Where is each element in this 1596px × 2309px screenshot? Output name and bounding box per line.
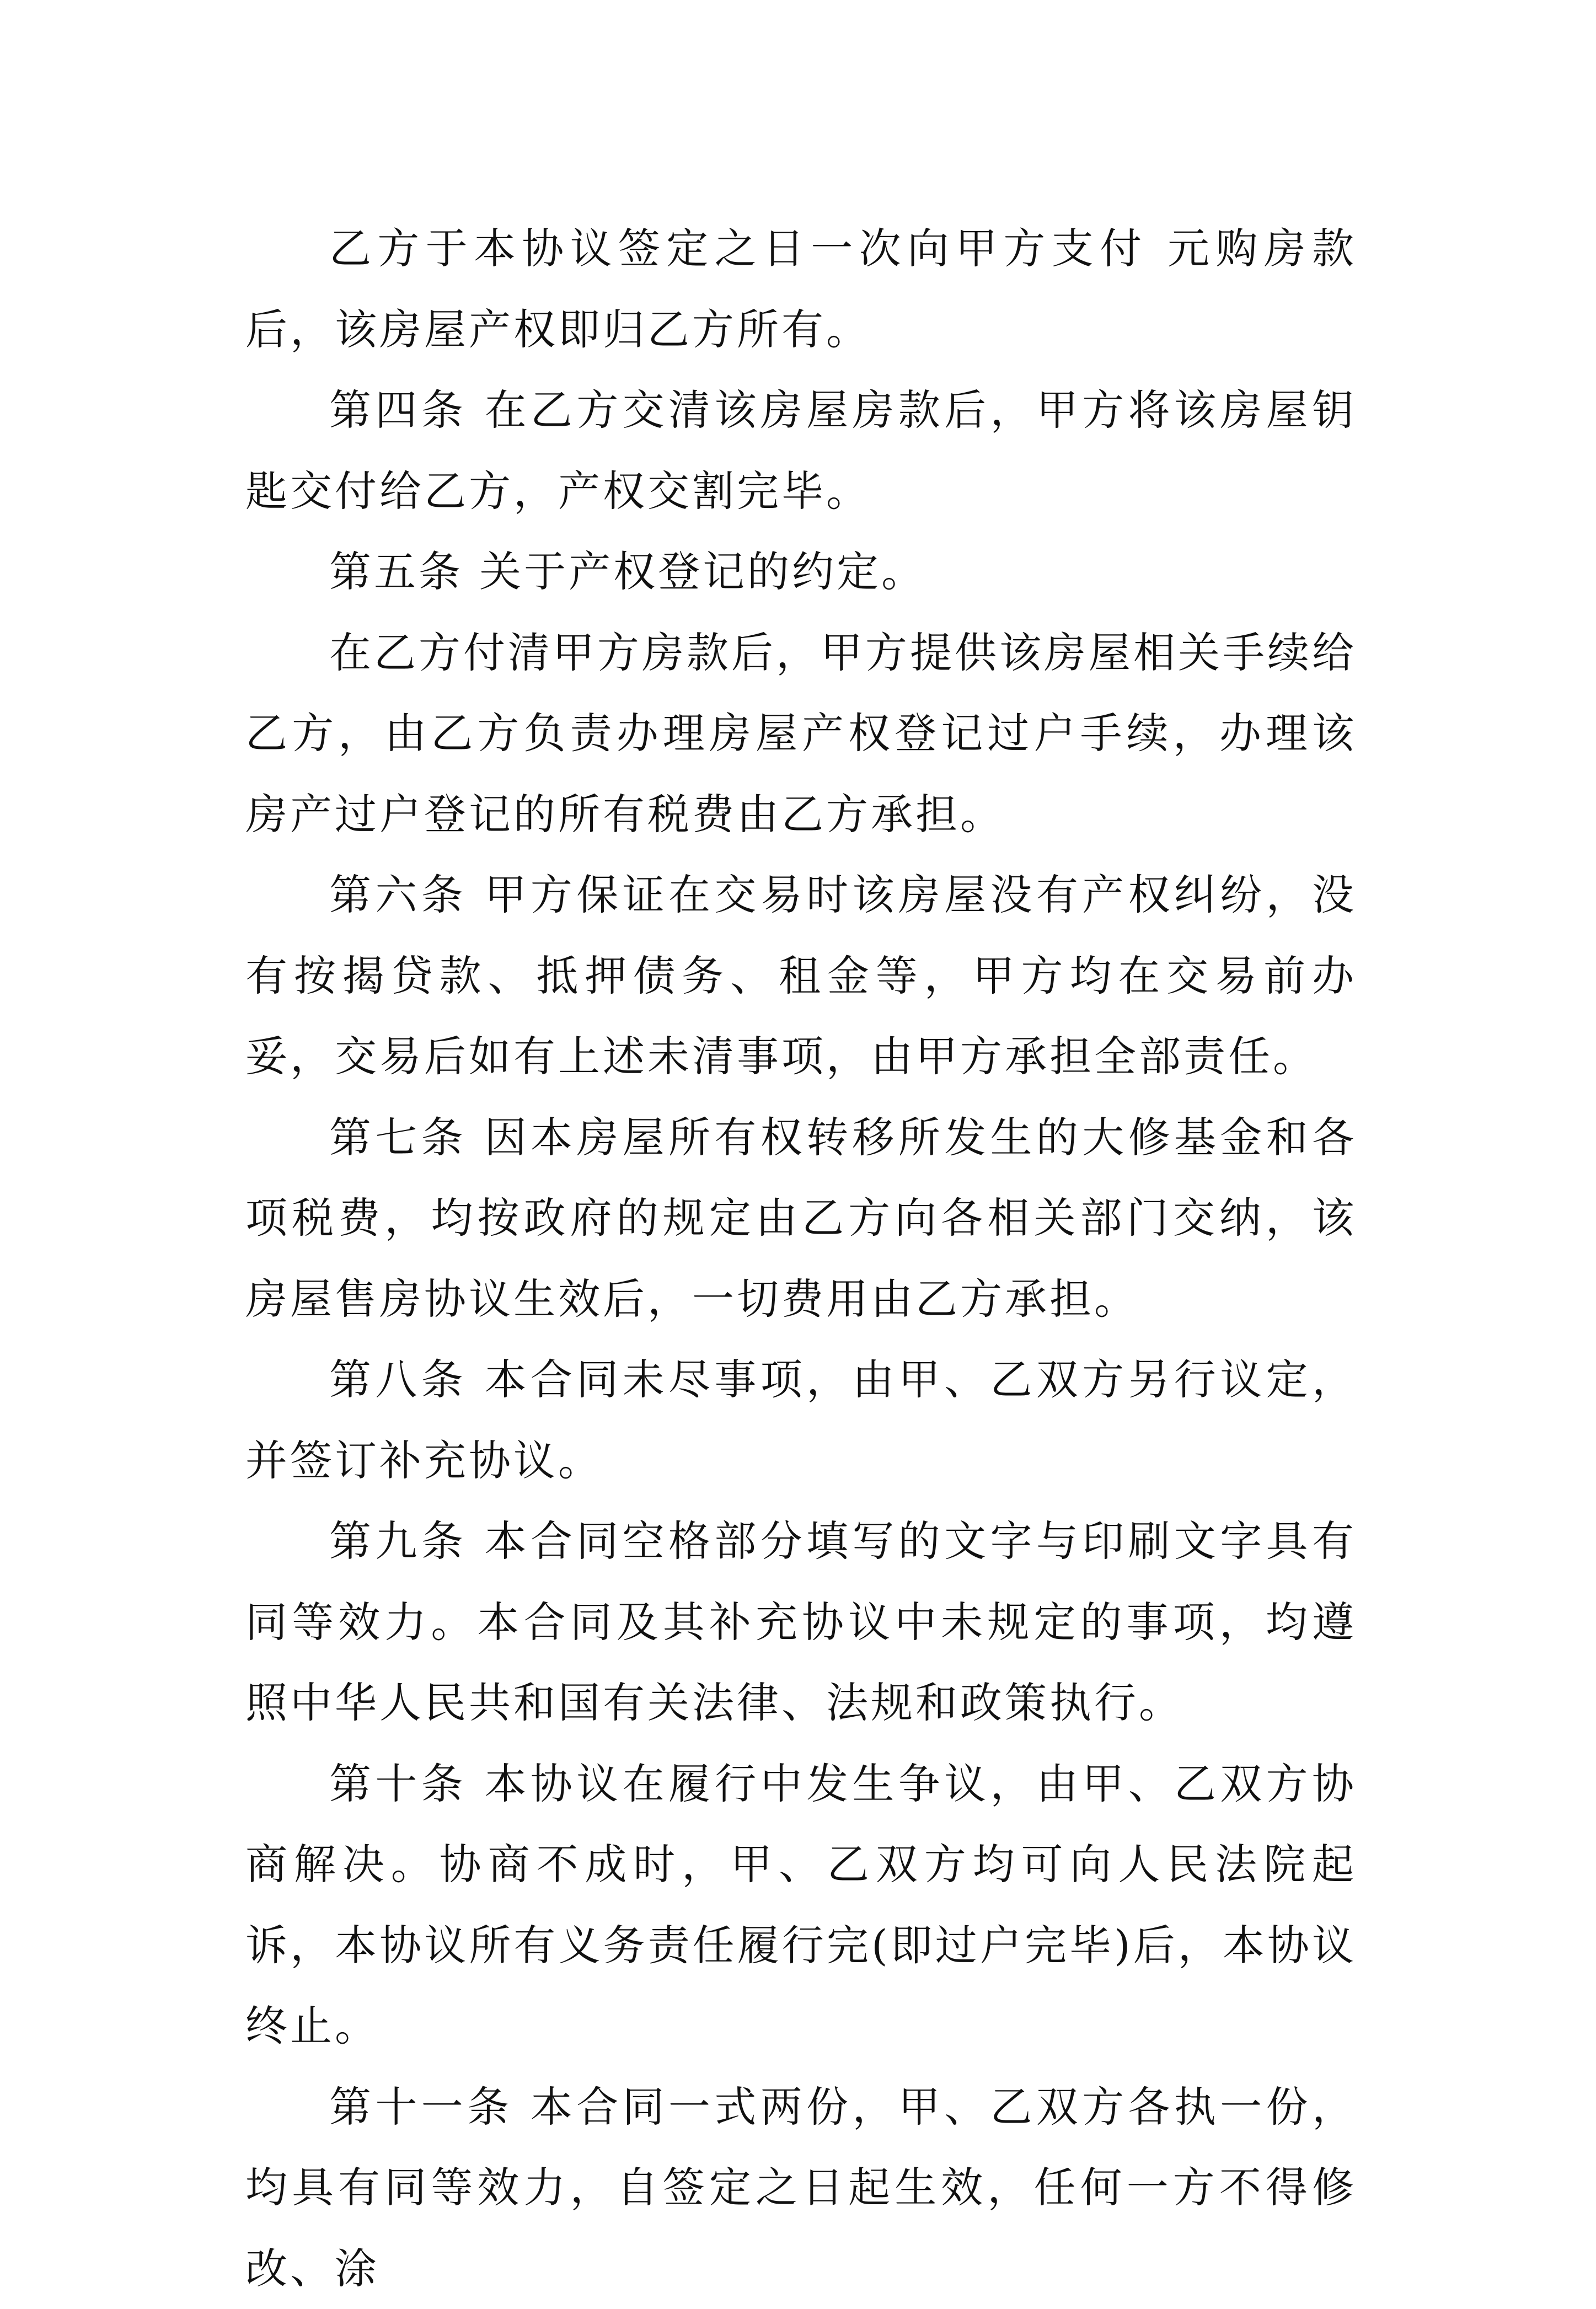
document-body (245, 208, 1357, 2309)
paragraph-article-10: 第十条 本协议在履行中发生争议，由甲、乙双方协商解决。协商不成时，甲、乙双方均可向人民法院起诉，本协议所有义务责任履行完(即过户完毕)后，本协议终止。 (245, 1744, 1357, 2067)
paragraph-article-7: 第七条 因本房屋所有权转移所发生的大修基金和各项税费，均按政府的规定由乙方向各相关部门交纳，该房屋售房协议生效后，一切费用由乙方承担。 (245, 1097, 1357, 1340)
paragraph-payment: 乙方于本协议签定之日一次向甲方支付 元购房款后，该房屋产权即归乙方所有。 (245, 208, 1357, 370)
paragraph-article-9: 第九条 本合同空格部分填写的文字与印刷文字具有同等效力。本合同及其补充协议中未规定的事项，均遵照中华人民共和国有关法律、法规和政策执行。 (245, 1501, 1357, 1744)
paragraph-article-8: 第八条 本合同未尽事项，由甲、乙双方另行议定，并签订补充协议。 (245, 1340, 1357, 1501)
paragraph-article-11: 第十一条 本合同一式两份，甲、乙双方各执一份，均具有同等效力，自签定之日起生效，任何一方不得修改、涂 (245, 2067, 1357, 2309)
paragraph-article-6: 第六条 甲方保证在交易时该房屋没有产权纠纷，没有按揭贷款、抵押债务、租金等，甲方均在交易前办妥，交易后如有上述未清事项，由甲方承担全部责任。 (245, 855, 1357, 1097)
paragraph-article-4: 第四条 在乙方交清该房屋房款后，甲方将该房屋钥匙交付给乙方，产权交割完毕。 (245, 370, 1357, 532)
paragraph-article-5: 第五条 关于产权登记的约定。 (245, 532, 1357, 613)
paragraph-registration: 在乙方付清甲方房款后，甲方提供该房屋相关手续给乙方，由乙方负责办理房屋产权登记过户手续，办理该房产过户登记的所有税费由乙方承担。 (245, 613, 1357, 855)
